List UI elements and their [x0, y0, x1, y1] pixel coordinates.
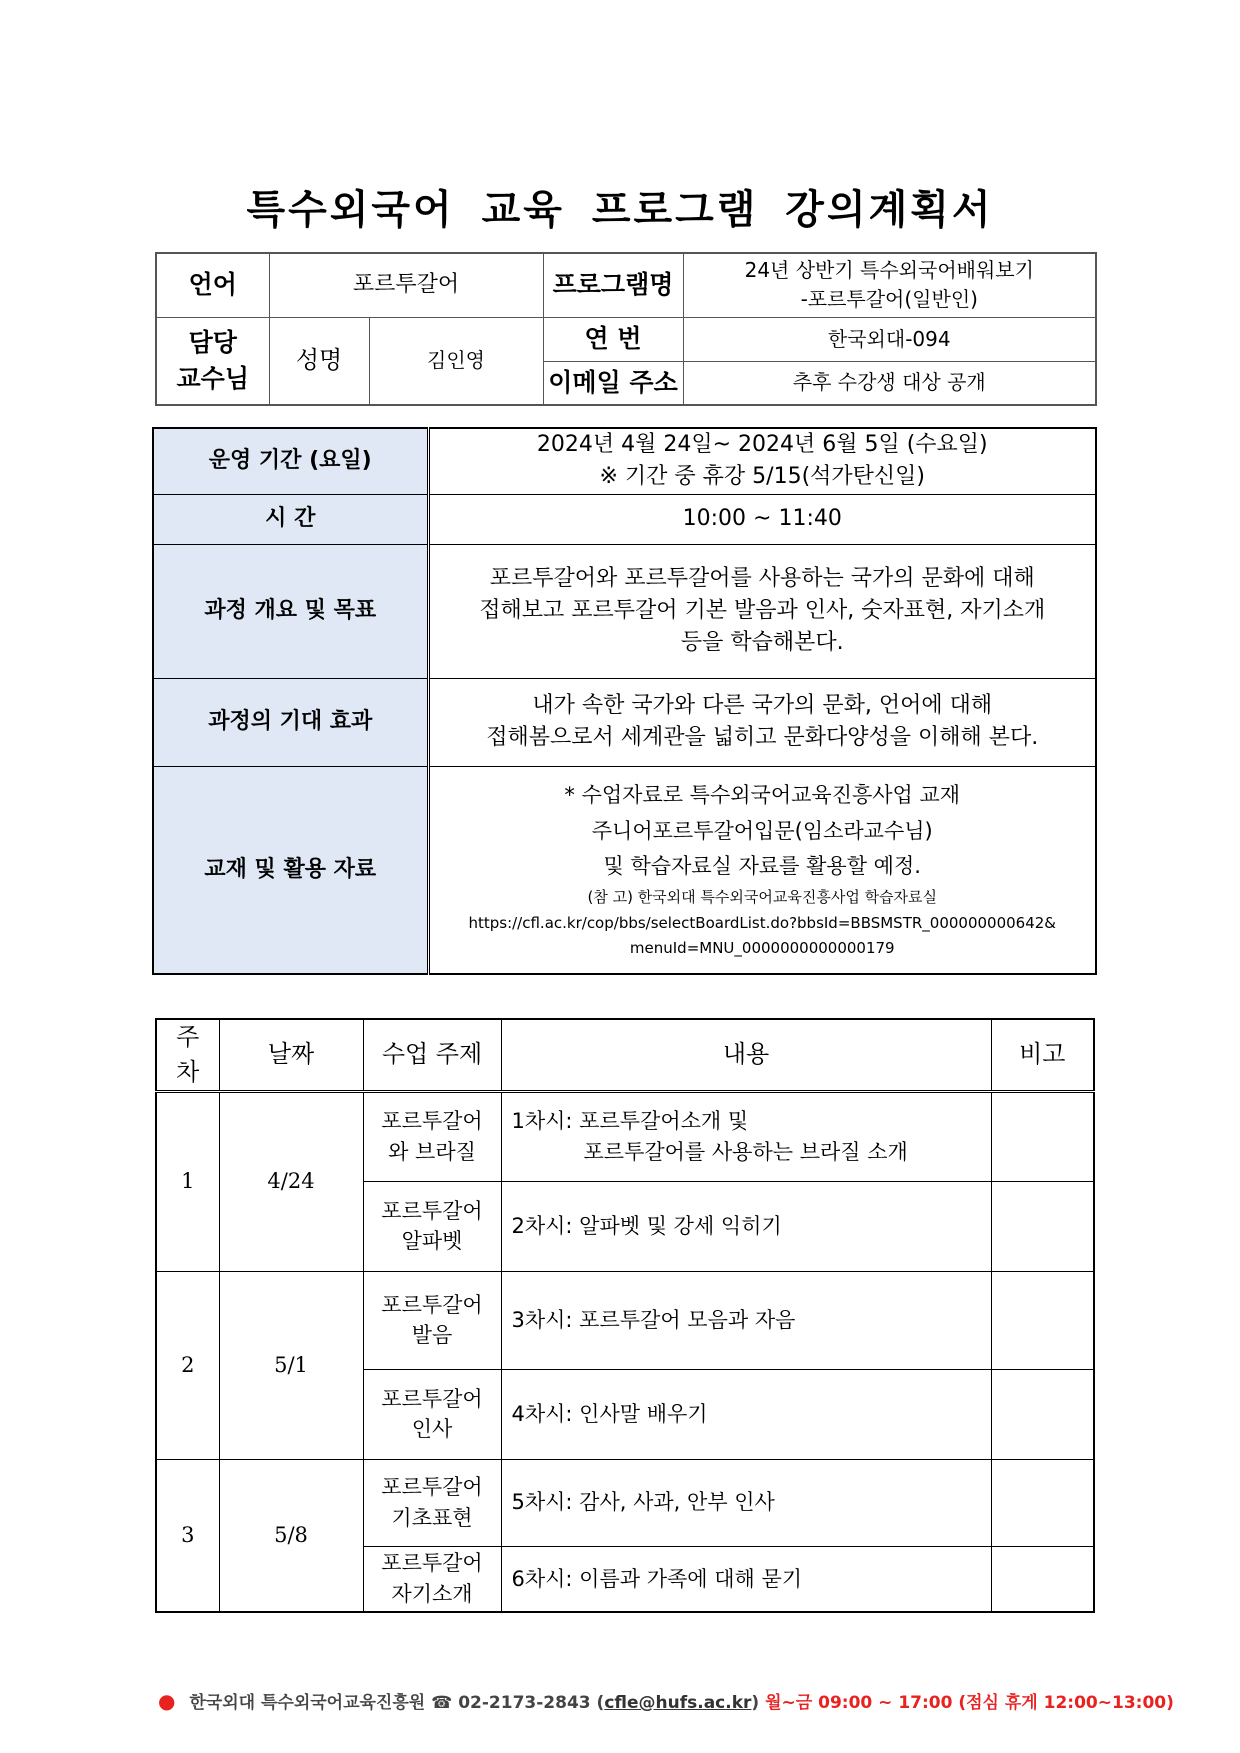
date-header: 날짜: [219, 1019, 363, 1091]
topic-cell: [363, 1546, 501, 1612]
goal-line-3: 등을 학습해본다.: [680, 629, 844, 655]
language-label: 언어: [156, 253, 269, 317]
effect-line-2: 접해봄으로서 세계관을 넓히고 문화다양성을 이해해 본다.: [486, 725, 1039, 750]
language-value: 포르투갈어: [269, 253, 543, 317]
date-cell: 5/1: [219, 1271, 363, 1459]
materials-label: 교재 및 활용 자료: [153, 766, 428, 974]
footer-org: 한국외대 특수외국어교육진흥원: [189, 1693, 426, 1713]
professor-label: [156, 317, 269, 405]
effect-value: [428, 678, 1096, 766]
goal-label: 과정 개요 및 목표: [153, 544, 428, 678]
red-dot-icon: ●: [158, 1689, 176, 1713]
note-cell: [991, 1459, 1094, 1546]
content-cell: 5차시: 감사, 사과, 안부 인사: [501, 1459, 991, 1546]
content-line-2: 포르투갈어를 사용하는 브라질 소개: [583, 1139, 908, 1164]
reference-url-line-2[interactable]: menuId=MNU_0000000000000179: [629, 939, 895, 958]
footer-hours: 월~금 09:00 ~ 17:00 (점심 휴게 12:00~13:00): [765, 1693, 1174, 1713]
name-value: 김인영: [369, 317, 543, 405]
effect-line-1: 내가 속한 국가와 다른 국가의 문화, 언어에 대해: [532, 693, 993, 719]
week-header-line-2: 차: [176, 1057, 200, 1086]
topic-cell: [363, 1091, 501, 1181]
materials-line-1: * 수업자료로 특수외국어교육진흥사업 교재: [564, 782, 961, 807]
note-header: 비고: [991, 1019, 1094, 1091]
topic-line-1: 포르투갈어: [381, 1475, 483, 1500]
email-value: 추후 수강생 대상 공개: [683, 361, 1096, 405]
content-line-1: 1차시: 포르투갈어소개 및: [511, 1109, 749, 1134]
note-cell: [991, 1091, 1094, 1181]
week-cell: 1: [156, 1091, 219, 1271]
note-cell: [991, 1271, 1094, 1369]
name-label: 성명: [269, 317, 369, 405]
topic-line-1: 포르투갈어: [381, 1109, 483, 1134]
number-label: 연 번: [543, 317, 683, 361]
program-line-1: 24년 상반기 특수외국어배워보기: [744, 258, 1034, 283]
period-line-2: ※ 기간 중 휴강 5/15(석가탄신일): [599, 464, 925, 490]
topic-line-1: 포르투갈어: [381, 1198, 483, 1223]
footer-email-link[interactable]: cfle@hufs.ac.kr: [604, 1693, 752, 1713]
content-cell: 2차시: 알파벳 및 강세 익히기: [501, 1181, 991, 1271]
table-row: [156, 1459, 1094, 1546]
footer-phone: ☎ 02-2173-2843: [431, 1693, 591, 1713]
materials-value: [428, 766, 1096, 974]
footer: ● 한국외대 특수외국어교육진흥원 ☎ 02-2173-2843 (cfle@hufs.ac.kr) 월~금 09:00 ~ 17:00 (점심 휴게 12:00~13:00): [158, 1689, 1174, 1713]
effect-label: 과정의 기대 효과: [153, 678, 428, 766]
note-cell: [991, 1181, 1094, 1271]
week-header-line-1: 주: [176, 1023, 200, 1051]
number-value: 한국외대-094: [683, 317, 1096, 361]
schedule-table: [155, 1018, 1095, 1613]
week-cell: 2: [156, 1271, 219, 1459]
topic-line-1: 포르투갈어: [381, 1292, 483, 1317]
table-row: [156, 1271, 1094, 1369]
materials-line-3: 및 학습자료실 자료를 활용할 예정.: [603, 854, 921, 879]
topic-line-1: 포르투갈어: [381, 1551, 483, 1576]
professor-label-line-1: 담당: [188, 327, 237, 357]
topic-cell: [363, 1271, 501, 1369]
note-cell: [991, 1546, 1094, 1612]
content-cell: 4차시: 인사말 배우기: [501, 1369, 991, 1459]
topic-header: 수업 주제: [363, 1019, 501, 1091]
content-cell: [501, 1091, 991, 1181]
period-value: [428, 428, 1096, 494]
time-label: 시 간: [153, 494, 428, 544]
reference-url-line-1[interactable]: https://cfl.ac.kr/cop/bbs/selectBoardList.do?bbsId=BBSMSTR_000000000642&: [468, 913, 1057, 932]
reference-line-1: (참 고) 한국외대 특수외국어교육진흥사업 학습자료실: [587, 888, 938, 907]
topic-cell: [363, 1459, 501, 1546]
topic-line-2: 와 브라질: [388, 1139, 476, 1164]
week-cell: 3: [156, 1459, 219, 1612]
topic-line-1: 포르투갈어: [381, 1386, 483, 1411]
topic-line-2: 자기소개: [391, 1581, 473, 1606]
date-cell: 4/24: [219, 1091, 363, 1271]
course-overview-table: [152, 427, 1097, 975]
goal-line-2: 접해보고 포르투갈어 기본 발음과 인사, 숫자표현, 자기소개: [479, 598, 1046, 624]
topic-line-2: 발음: [411, 1323, 453, 1348]
period-line-1: 2024년 4월 24일~ 2024년 6월 5일 (수요일): [536, 432, 988, 458]
topic-line-2: 기초표현: [391, 1505, 473, 1530]
topic-line-2: 알파벳: [401, 1229, 463, 1254]
topic-cell: [363, 1181, 501, 1271]
schedule-header-row: [156, 1019, 1094, 1091]
goal-line-1: 포르투갈어와 포르투갈어를 사용하는 국가의 문화에 대해: [489, 566, 1035, 592]
topic-cell: [363, 1369, 501, 1459]
table-row: [156, 1091, 1094, 1181]
topic-line-2: 인사: [411, 1417, 453, 1442]
date-cell: 5/8: [219, 1459, 363, 1612]
materials-line-2: 주니어포르투갈어입문(임소라교수님): [591, 818, 933, 843]
content-cell: 3차시: 포르투갈어 모음과 자음: [501, 1271, 991, 1369]
email-label: 이메일 주소: [543, 361, 683, 405]
professor-label-line-2: 교수님: [176, 363, 249, 393]
program-label: 프로그램명: [543, 253, 683, 317]
program-value: [683, 253, 1096, 317]
content-header: 내용: [501, 1019, 991, 1091]
time-value: 10:00 ~ 11:40: [428, 494, 1096, 544]
note-cell: [991, 1369, 1094, 1459]
program-line-2: -포르투갈어(일반인): [800, 287, 978, 312]
content-cell: 6차시: 이름과 가족에 대해 묻기: [501, 1546, 991, 1612]
course-info-table: [155, 252, 1097, 406]
goal-value: [428, 544, 1096, 678]
week-header: [156, 1019, 219, 1091]
period-label: 운영 기간 (요일): [153, 428, 428, 494]
page-title: 특수외국어 교육 프로그램 강의계획서: [246, 187, 994, 233]
